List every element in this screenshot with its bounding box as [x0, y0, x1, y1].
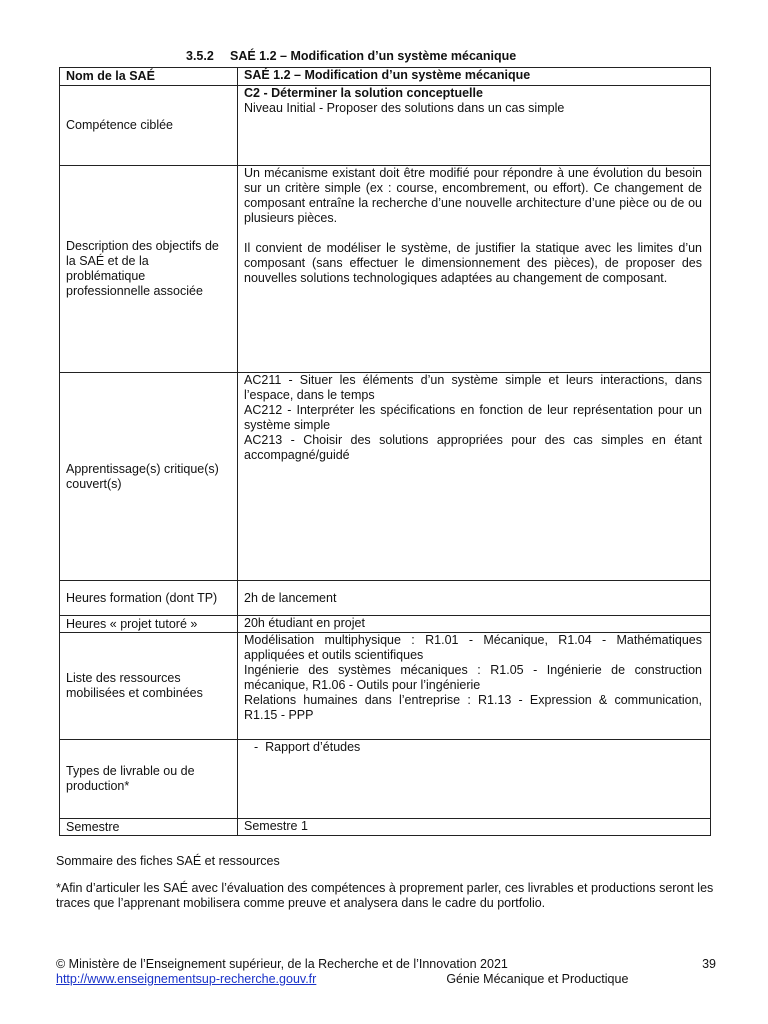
list-item: - Rapport d’études [254, 740, 361, 754]
list-item: Relations humaines dans l’entreprise : R1.13 - Expression & communication, R1.15 - PPP [244, 693, 702, 722]
section-number: 3.5.2 [186, 49, 214, 63]
semestre-label: Semestre [60, 819, 238, 836]
ressources-label: Liste des ressources mobilisées et combinées [60, 633, 238, 740]
table-row-ressources [60, 633, 711, 740]
competence-level: Niveau Initial - Proposer des solutions dans un cas simple [244, 101, 565, 115]
livrables-cell [238, 740, 711, 819]
apprentissages-label: Apprentissage(s) critique(s) couvert(s) [60, 373, 238, 581]
page-number: 39 [702, 957, 716, 971]
section-title [186, 48, 516, 64]
list-item: Modélisation multiphysique : R1.01 - Mécanique, R1.04 - Mathématiques appliquées et outils scientifiques [244, 633, 702, 662]
heures-formation-label: Heures formation (dont TP) [60, 581, 238, 616]
heures-formation-value: 2h de lancement [238, 581, 711, 616]
list-item: AC212 - Interpréter les spécifications en fonction de leur représentation pour un système simple [244, 403, 702, 432]
description-paragraph-1: Un mécanisme existant doit être modifié pour répondre à une évolution du besoin sur un critère simple (ex : course, encombrement, ou effort). Ce changement de composant entraîne la recherche d’une nouvelle architecture d’une pièce ou de ou plusieurs pièces. [244, 166, 702, 225]
ressources-cell [238, 633, 711, 740]
description-paragraph-2: Il convient de modéliser le système, de justifier la statique avec les limites d’un composant (sans effectuer le dimensionnement des pièces), de proposer des nouvelles solutions technologiques adaptées au changement de composant. [244, 241, 702, 285]
list-item: AC211 - Situer les éléments d’un système simple et leurs interactions, dans l’espace, dans le temps [244, 373, 702, 402]
table-row-heures-formation [60, 581, 711, 616]
table-row-header [60, 68, 711, 86]
list-item: Ingénierie des systèmes mécaniques : R1.05 - Ingénierie de construction mécanique, R1.06 - Outils pour l’ingénierie [244, 663, 702, 692]
footnote: *Afin d’articuler les SAÉ avec l’évaluation des compétences à proprement parler, ces livrables et productions seront les traces que l’apprenant mobilisera comme preuve et analysera dans le cadre du portfolio. [56, 881, 714, 910]
competence-label: Compétence ciblée [60, 86, 238, 166]
table-row-description [60, 166, 711, 373]
page-footer [56, 957, 716, 987]
apprentissages-cell [238, 373, 711, 581]
header-label: Nom de la SAÉ [60, 68, 238, 86]
description-cell [238, 166, 711, 373]
heures-projet-label: Heures « projet tutoré » [60, 616, 238, 633]
sae-table [59, 67, 711, 836]
summary-text: Sommaire des fiches SAÉ et ressources [56, 854, 280, 868]
header-value: SAÉ 1.2 – Modification d’un système mécanique [238, 68, 711, 86]
livrable-item: Rapport d’études [265, 740, 361, 754]
table-row-semestre [60, 819, 711, 836]
table-row-heures-projet [60, 616, 711, 633]
table-row-competence [60, 86, 711, 166]
livrables-label: Types de livrable ou de production* [60, 740, 238, 819]
semestre-value: Semestre 1 [238, 819, 711, 836]
table-row-livrables [60, 740, 711, 819]
footer-domain: Génie Mécanique et Productique [446, 972, 629, 986]
competence-title: C2 - Déterminer la solution conceptuelle [244, 86, 483, 100]
competence-cell [238, 86, 711, 166]
table-row-apprentissages [60, 373, 711, 581]
footer-url-link[interactable]: http://www.enseignementsup-recherche.gouv.fr [56, 972, 317, 986]
section-heading: SAÉ 1.2 – Modification d’un système mécanique [230, 49, 517, 63]
list-item: AC213 - Choisir des solutions appropriées pour des cas simples en étant accompagné/guidé [244, 433, 702, 462]
footer-ministry: © Ministère de l’Enseignement supérieur, de la Recherche et de l’Innovation 2021 [56, 957, 508, 971]
heures-projet-value: 20h étudiant en projet [238, 616, 711, 633]
description-label: Description des objectifs de la SAÉ et de la problématique professionnelle associée [60, 166, 238, 373]
